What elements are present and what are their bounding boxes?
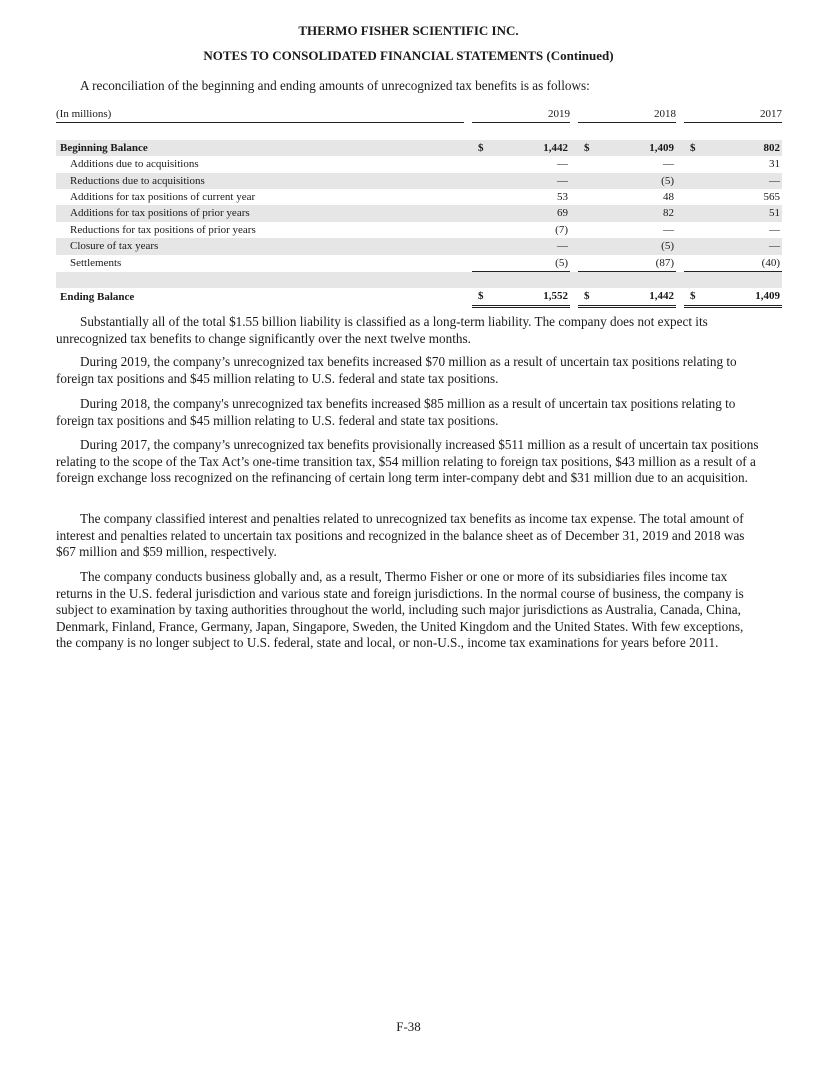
year-header-2017: 2017 <box>684 106 782 123</box>
cell-value: 69 <box>557 207 568 220</box>
table-row <box>56 222 782 238</box>
cell-value: 1,552 <box>543 290 568 303</box>
paragraph-liability: Substantially all of the total $1.55 billion liability is classified as a long-term liability. The company does not expect its unrecognized tax benefits to change significantly over the next twelve months. <box>56 314 708 346</box>
cell-value: (7) <box>555 223 568 236</box>
cell-value: 1,409 <box>649 141 674 154</box>
unit-label: (In millions) <box>56 106 464 123</box>
currency-symbol: $ <box>690 141 696 154</box>
table-row <box>56 156 782 172</box>
currency-symbol: $ <box>478 141 484 154</box>
cell-value: 1,409 <box>755 290 780 303</box>
row-label: Settlements <box>70 256 122 269</box>
currency-symbol: $ <box>584 290 590 303</box>
cell-value: 31 <box>769 158 780 171</box>
cell-value: (40) <box>761 256 780 269</box>
cell-value: — <box>769 240 780 253</box>
table-header-row <box>56 106 782 123</box>
cell-value: 82 <box>663 207 674 220</box>
cell-value: (5) <box>555 256 568 269</box>
company-name: THERMO FISHER SCIENTIFIC INC. <box>298 23 519 38</box>
currency-symbol: $ <box>478 290 484 303</box>
cell-value: — <box>557 240 568 253</box>
cell-value: (5) <box>661 174 674 187</box>
table-row <box>56 238 782 254</box>
cell-value: — <box>663 223 674 236</box>
row-label: Reductions due to acquisitions <box>56 173 464 189</box>
cell-value: 48 <box>663 191 674 204</box>
paragraph-2018: During 2018, the company's unrecognized tax benefits increased $85 million as a result of uncertain tax positions relating to foreign tax positions and $45 million relating to U.S. federal and state tax positions. <box>56 396 736 428</box>
row-label: Additions due to acquisitions <box>70 158 199 171</box>
intro-text: A reconciliation of the beginning and ending amounts of unrecognized tax benefits is as follows: <box>80 78 590 93</box>
table-row <box>56 189 782 205</box>
year-header-2019: 2019 <box>472 106 570 123</box>
cell-value: — <box>557 174 568 187</box>
cell-value: 53 <box>557 191 568 204</box>
table-row <box>56 205 782 221</box>
row-label: Reductions for tax positions of prior years <box>70 223 256 236</box>
cell-value: — <box>663 158 674 171</box>
table-row <box>56 173 782 189</box>
paragraph-jurisdictions: The company conducts business globally and, as a result, Thermo Fisher or one or more of its subsidiaries files income tax returns in the U.S. federal jurisdiction and various state and foreign jurisdictions. In the normal course of business, the company is subject to examination by taxing authorities throughout the world, including such major jurisdictions as Australia, Canada, China, Denmark, Finland, France, Germany, Japan, Singapore, Sweden, the United Kingdom and the United States. With few exceptions, the company is no longer subject to U.S. federal, state and local, or non-U.S., income tax examinations for years before 2011. <box>56 569 744 650</box>
cell-value: 51 <box>769 207 780 220</box>
cell-value: 565 <box>763 191 780 204</box>
row-label: Ending Balance <box>60 291 135 304</box>
tax-benefits-table <box>56 106 782 308</box>
paragraph-interest-penalties: The company classified interest and penalties related to unrecognized tax benefits as income tax expense. The total amount of interest and penalties related to uncertain tax positions and recognized in the balance sheet as of December 31, 2019 and 2018 was $67 million and $59 million, respectively. <box>56 511 745 559</box>
cell-value: — <box>769 174 780 187</box>
paragraph-2019: During 2019, the company’s unrecognized tax benefits increased $70 million as a result of uncertain tax positions relating to foreign tax positions and $45 million relating to U.S. federal and state tax positions. <box>56 354 737 386</box>
section-title: NOTES TO CONSOLIDATED FINANCIAL STATEMENTS (Continued) <box>203 48 614 63</box>
cell-value: 802 <box>763 141 780 154</box>
year-header-2018: 2018 <box>578 106 676 123</box>
cell-value: (5) <box>661 240 674 253</box>
row-label: Additions for tax positions of prior years <box>56 205 464 221</box>
page-number: F-38 <box>396 1019 421 1034</box>
cell-value: 1,442 <box>543 141 568 154</box>
cell-value: — <box>557 158 568 171</box>
paragraph-2017: During 2017, the company’s unrecognized tax benefits provisionally increased $511 million as a result of uncertain tax positions relating to the scope of the Tax Act’s one-time transition tax, $54 million relating to foreign tax positions, $43 million as a result of a foreign exchange loss recognized on the refinancing of certain long term inter-company debt and $31 million due to an acquisition. <box>56 437 759 485</box>
row-label: Beginning Balance <box>56 140 464 156</box>
row-label: Additions for tax positions of current year <box>70 191 256 204</box>
row-label: Closure of tax years <box>56 238 464 254</box>
cell-value: (87) <box>655 256 674 269</box>
table-row-ending-balance <box>56 288 782 306</box>
currency-symbol: $ <box>584 141 590 154</box>
cell-value: 1,442 <box>649 290 674 303</box>
table-row <box>56 140 782 156</box>
table-row <box>56 255 782 272</box>
cell-value: — <box>769 223 780 236</box>
currency-symbol: $ <box>690 290 696 303</box>
